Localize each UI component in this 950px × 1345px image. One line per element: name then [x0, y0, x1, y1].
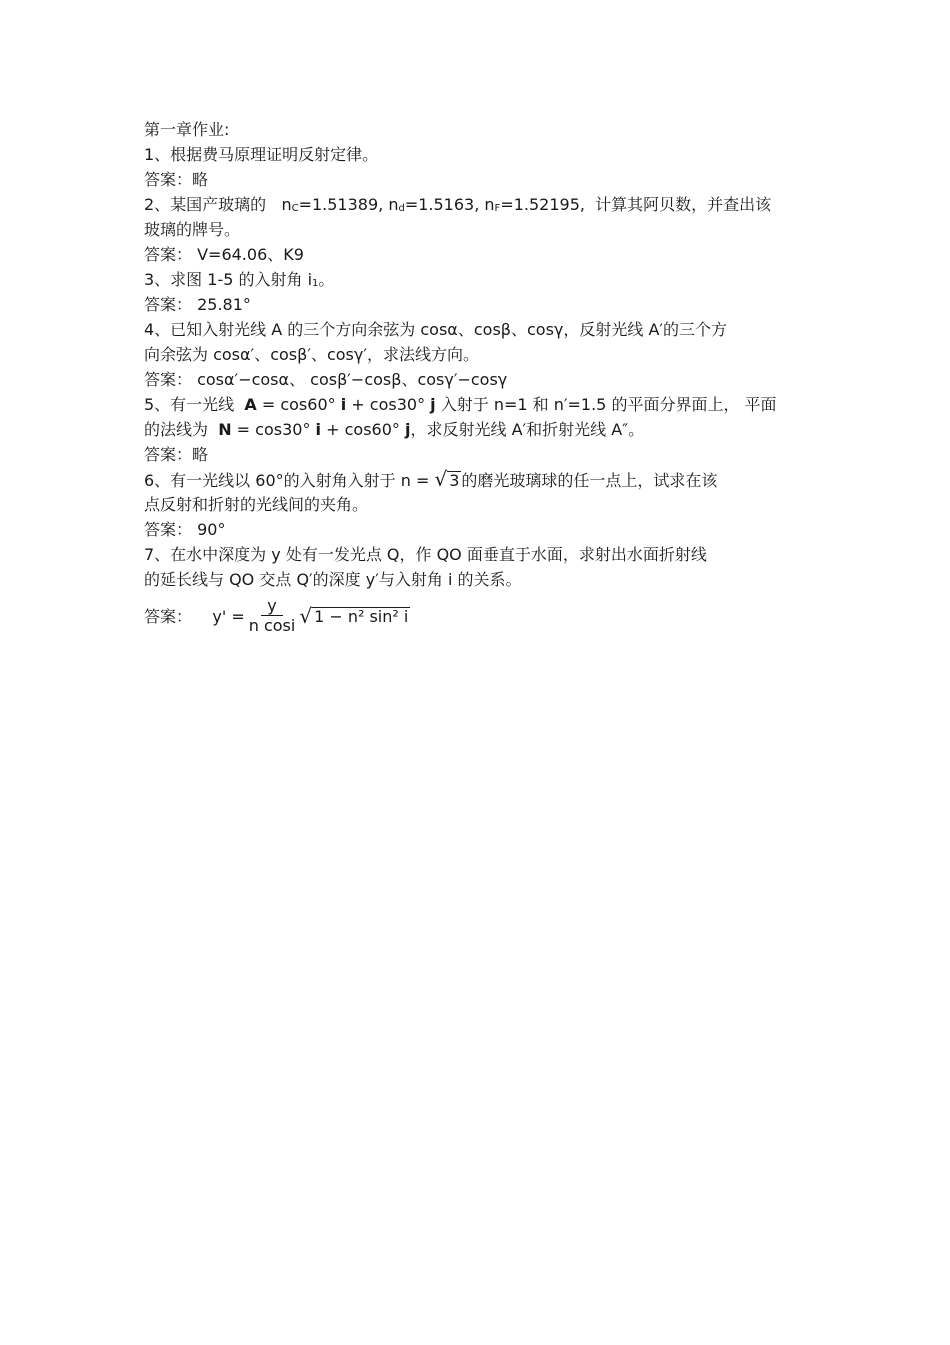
- answer-2: 答案： V=64.06、K9: [144, 245, 304, 264]
- nc-sub: C: [291, 203, 299, 214]
- question-7-line-2: 的延长线与 QO 交点 Q′的深度 y′与入射角 i 的关系。: [144, 570, 522, 589]
- answer-7-label: 答案：: [144, 606, 193, 626]
- sqrt-symbol-2: √: [299, 603, 313, 628]
- answer-4: 答案： cosα′−cosα、 cosβ′−cosβ、cosγ′−cosγ: [144, 370, 508, 389]
- question-1: 1、根据费马原理证明反射定律。: [144, 145, 379, 164]
- q5-line2-prefix: 的法线为: [144, 420, 209, 439]
- question-6-line-1: [144, 467, 814, 492]
- q3-sub: 1: [312, 278, 319, 289]
- formula-fraction: [249, 597, 296, 636]
- vector-a: A: [244, 395, 257, 414]
- question-7-line-1: 7、在水中深度为 y 处有一发光点 Q，作 QO 面垂直于水面，求射出水面折射线: [144, 545, 707, 564]
- answer-3: 答案： 25.81°: [144, 295, 251, 314]
- unit-j: j: [430, 395, 436, 414]
- q5-prefix: 5、有一光线: [144, 395, 235, 414]
- nd-value: =1.5163,: [404, 195, 480, 214]
- sqrt-radicand: 3: [449, 471, 460, 490]
- unit-i: i: [340, 395, 347, 414]
- vector-n: N: [218, 420, 232, 439]
- chapter-title: 第一章作业:: [144, 120, 230, 139]
- homework-content: [144, 117, 814, 638]
- answer-6: 答案： 90°: [144, 520, 226, 539]
- nc-value: =1.51389,: [298, 195, 384, 214]
- q5-expr-1: = cos60°: [261, 395, 336, 414]
- q2-prefix: 2、某国产玻璃的: [144, 195, 267, 214]
- question-3: [144, 267, 814, 292]
- fraction-numerator: y: [261, 597, 282, 616]
- nf-label: n: [484, 195, 495, 214]
- q5-expr-4: + cos60°: [326, 420, 400, 439]
- nf-value: =1.52195,: [500, 195, 585, 214]
- unit-j-2: j: [405, 420, 411, 439]
- formula-lhs: y' =: [212, 606, 245, 626]
- answer-1: 答案：略: [144, 170, 209, 189]
- unit-i-2: i: [315, 420, 322, 439]
- nd-label: n: [388, 195, 399, 214]
- q5-expr-3: = cos30°: [236, 420, 311, 439]
- nd-sub: d: [398, 203, 405, 214]
- question-4-line-1: 4、已知入射光线 A 的三个方向余弦为 cosα、cosβ、cosγ，反射光线 A′的三个方: [144, 320, 728, 339]
- question-6-line-2: 点反射和折射的光线间的夹角。: [144, 495, 369, 514]
- q6-suffix: 的磨光玻璃球的任一点上，试求在该: [461, 471, 718, 490]
- fraction-denominator: n cosi: [248, 615, 296, 635]
- q5-line2-suffix: ，求反射光线 A′和折射光线 A″。: [410, 420, 645, 439]
- sqrt-symbol: √: [434, 467, 448, 491]
- q5-expr-2: + cos30°: [351, 395, 426, 414]
- answer-5: 答案：略: [144, 445, 209, 464]
- q3-end: 。: [318, 270, 335, 289]
- q5-mid: 入射于 n=1 和 n′=1.5 的平面分界面上， 平面: [440, 395, 777, 414]
- question-4-line-2: 向余弦为 cosα′、cosβ′、cosγ′，求法线方向。: [144, 345, 479, 364]
- nf-sub: F: [494, 203, 501, 214]
- q3-text: 3、求图 1-5 的入射角 i: [144, 270, 313, 289]
- formula-radicand: 1 − n² sin² i: [314, 606, 409, 626]
- q6-prefix: 6、有一光线以 60°的入射角入射于 n =: [144, 471, 430, 490]
- answer-7: [144, 594, 814, 638]
- question-5-line-2: [144, 417, 814, 442]
- question-2-line-2: 玻璃的牌号。: [144, 220, 241, 239]
- question-5-line-1: [144, 392, 814, 417]
- q2-suffix: 计算其阿贝数，并查出该: [595, 195, 772, 214]
- question-2-line-1: [144, 192, 814, 217]
- nc-label: n: [281, 195, 292, 214]
